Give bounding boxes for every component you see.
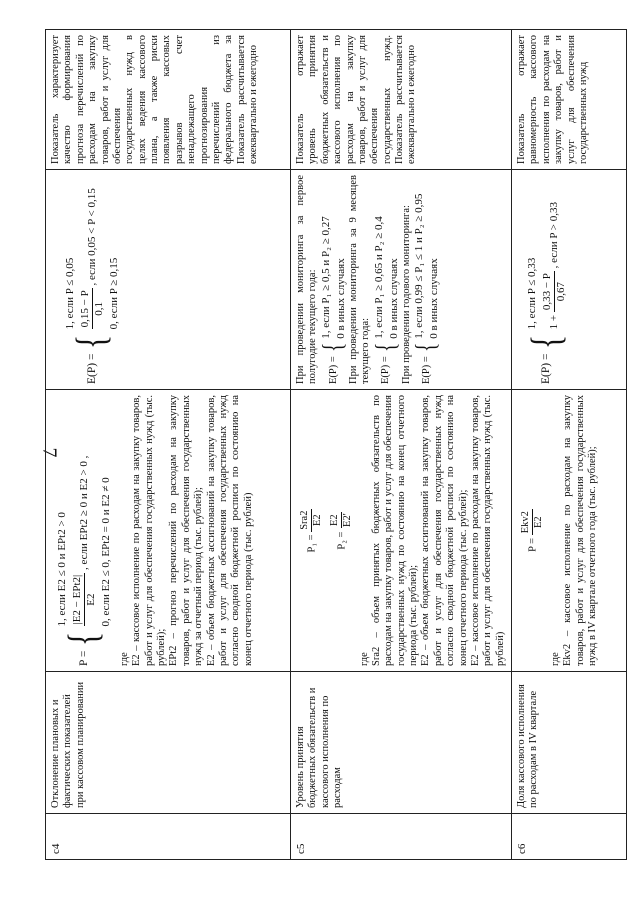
legend-line: E2 – объем бюджетных ассигнований на закупку товаров, работ и услуг для обеспечения государственных нужд согласно сводной бюджетной росписи по состоянию на конец отчетного периода (тыс. рублей); <box>420 395 469 666</box>
frac-num: 0,33 − P <box>541 273 554 311</box>
formula-annual <box>410 193 442 384</box>
case-line: 0, если P ≥ 0,15 <box>107 257 120 330</box>
evaluation-cell <box>291 170 512 390</box>
brace-icon: { <box>370 342 402 353</box>
frac-num: 0,15 − P <box>78 290 91 328</box>
frac-den: 0,67 <box>554 282 567 302</box>
brace-icon: { <box>61 631 108 646</box>
legend-line: E2 – объем бюджетных ассигнований на закупку товаров, работ и услуг для обеспечения государственных нужд согласно сводной бюджетной росписи по состоянию на конец отчетного периода (тыс. рублей) <box>205 395 254 666</box>
frac-num: |E2 − EPt2| <box>70 574 83 625</box>
brace-icon: { <box>69 334 116 349</box>
formula-lhs: P = <box>77 650 90 666</box>
legend-line: Sra2 – объем принятых бюджетных обязательств по расходам на закупку товаров, работ и услуг для обеспечения государственных нужд по состоянию на конец отчетного периода (тыс. рублей); <box>370 394 419 666</box>
case-line: 0 в иных случаях <box>334 258 347 339</box>
frac-den: E2 <box>84 593 97 606</box>
frac-den: E2 <box>533 516 545 529</box>
formula-lhs: E(P) = <box>380 356 392 384</box>
comment-cell: Показатель отражает уровень принятия бюджетных обязательств и кассового исполнения по расходам на закупку товаров, работ и услуг для обеспечения государственных нужд. Показатель рассчитывается ежеквартально и ежегодно <box>291 30 512 170</box>
where-label: где <box>358 652 370 666</box>
monitoring-annual: При проведении годового мониторинга: <box>400 205 412 384</box>
case-line: 1, если P ≤ 0,05 <box>64 257 76 330</box>
indicator-name: Отклонение плановых и фактических показателей при кассовом планировании <box>46 672 291 814</box>
row-code: с6 <box>512 814 627 860</box>
legend-line: EPt2 – прогноз перечислений по расходам на закупку товаров, работ и услуг для обеспечения государственных нужд за отчетный период (тыс. рублей); <box>168 395 205 666</box>
case-line: 1, если P₁ ≥ 0,5 и P₂ ≥ 0,27 <box>319 216 332 339</box>
case-line: 0 в иных случаях <box>427 258 440 339</box>
row-code: с5 <box>291 814 512 860</box>
brace-icon: { <box>524 334 570 349</box>
frac-num: E2 <box>329 512 342 528</box>
formula-lhs: P₂ = <box>336 531 348 550</box>
row-code: с4 <box>46 814 291 860</box>
case-line: 1, если P₁ ≥ 0,65 и P₂ ≥ 0,4 <box>372 216 385 339</box>
case-prefix: 1 + <box>548 314 561 330</box>
indicator-name: Доля кассового исполнения по расходам в IV квартале <box>512 672 627 814</box>
comment-cell: Показатель характеризует качество формирования прогноза перечислений по расходам на закупку товаров, работ и услуг для обеспечения государственных нужд в целях ведения кассового плана, а также риски появления кассовых разрывов счет ненадлежащего прогнозирования перечислений из федерального бюджета за Показатель рассчитывается ежеквартально и ежегодно <box>46 30 291 170</box>
formula-p <box>56 456 113 666</box>
case-cond: , если EPt2 ≥ 0 и E2 > 0 , <box>77 455 90 570</box>
formula-ep <box>64 188 121 384</box>
frac-num: Sra2 <box>299 509 312 532</box>
formula-p2 <box>329 395 355 666</box>
formula-p <box>520 395 546 666</box>
frac-den: E2' <box>342 513 354 527</box>
frac-den: 0,1 <box>92 301 105 316</box>
brace-icon: { <box>317 342 349 353</box>
formula-lhs: P₁ = <box>306 534 318 553</box>
case-bottom: 0, если E2 ≤ 0, EPt2 = 0 и E2 ≠ 0 <box>99 477 112 627</box>
legend-line: Ekv2 – кассовое исполнение по расходам на закупку товаров, работ и услуг для обеспечения государственных нужд в IV квартале отчетного года (тыс. рублей); <box>562 395 598 666</box>
where-label: где <box>549 652 561 666</box>
case-line: 1, если P ≤ 0,33 <box>526 257 539 330</box>
evaluation-cell <box>46 170 291 390</box>
table-row-c4 <box>46 30 291 860</box>
indicator-name: Уровень принятия бюджетных обязательств и кассового исполнения по расходам <box>291 672 512 814</box>
evaluation-cell <box>512 170 627 390</box>
formula-lhs: P = <box>527 537 539 552</box>
formula-lhs: E(P) = <box>540 353 553 384</box>
formula-cell <box>512 390 627 672</box>
legend-line: E2 – кассовое исполнение по расходам на закупку товаров, работ и услуг для обеспечения государственных нужд (тыс. рублей) <box>469 395 506 666</box>
case-top: 1, если E2 ≤ 0 и EPt2 > 0 <box>56 512 68 627</box>
case-cond: , если 0,05 < P < 0,15 <box>85 188 98 286</box>
formula-lhs: E(P) = <box>85 353 98 384</box>
formula-lhs: E(P) = <box>327 356 339 384</box>
legend-line: E2 – кассовое исполнение по расходам на закупку товаров, работ и услуг для обеспечения государственных нужд (тыс. рублей); <box>131 395 167 666</box>
page-number: 7 <box>38 447 61 458</box>
case-line: 0 в иных случаях <box>387 258 400 339</box>
indicators-table <box>45 29 627 860</box>
comment-cell: Показатель отражает равномерность кассового исполнения по расходам на закупку товаров, работ и услуг для обеспечения государственных нужд <box>512 30 627 170</box>
formula-nine <box>370 216 402 384</box>
where-label: где <box>118 652 130 666</box>
case-cond: , если P > 0,33 <box>548 202 561 269</box>
formula-cell <box>291 390 512 672</box>
frac-num: Ekv2 <box>520 509 533 535</box>
formula-p1 <box>299 395 325 666</box>
frac-den: E2 <box>312 514 324 527</box>
table-row-c5 <box>291 30 512 860</box>
formula-lhs: E(P) = <box>420 356 432 384</box>
monitoring-nine-months: При проведении мониторинга за 9 месяцев текущего года: <box>347 175 372 384</box>
formula-ep <box>526 202 568 384</box>
formula-half <box>317 216 349 384</box>
brace-icon: { <box>410 342 442 353</box>
monitoring-half-year: При проведении мониторинга за первое полугодие текущего года: <box>295 175 319 384</box>
case-line: 1, если 0,99 ≤ P₁ ≤ 1 и P₂ ≥ 0,95 <box>412 193 425 339</box>
table-row-c6 <box>512 30 627 860</box>
rotated-table-page <box>45 30 615 860</box>
formula-cell <box>46 390 291 672</box>
